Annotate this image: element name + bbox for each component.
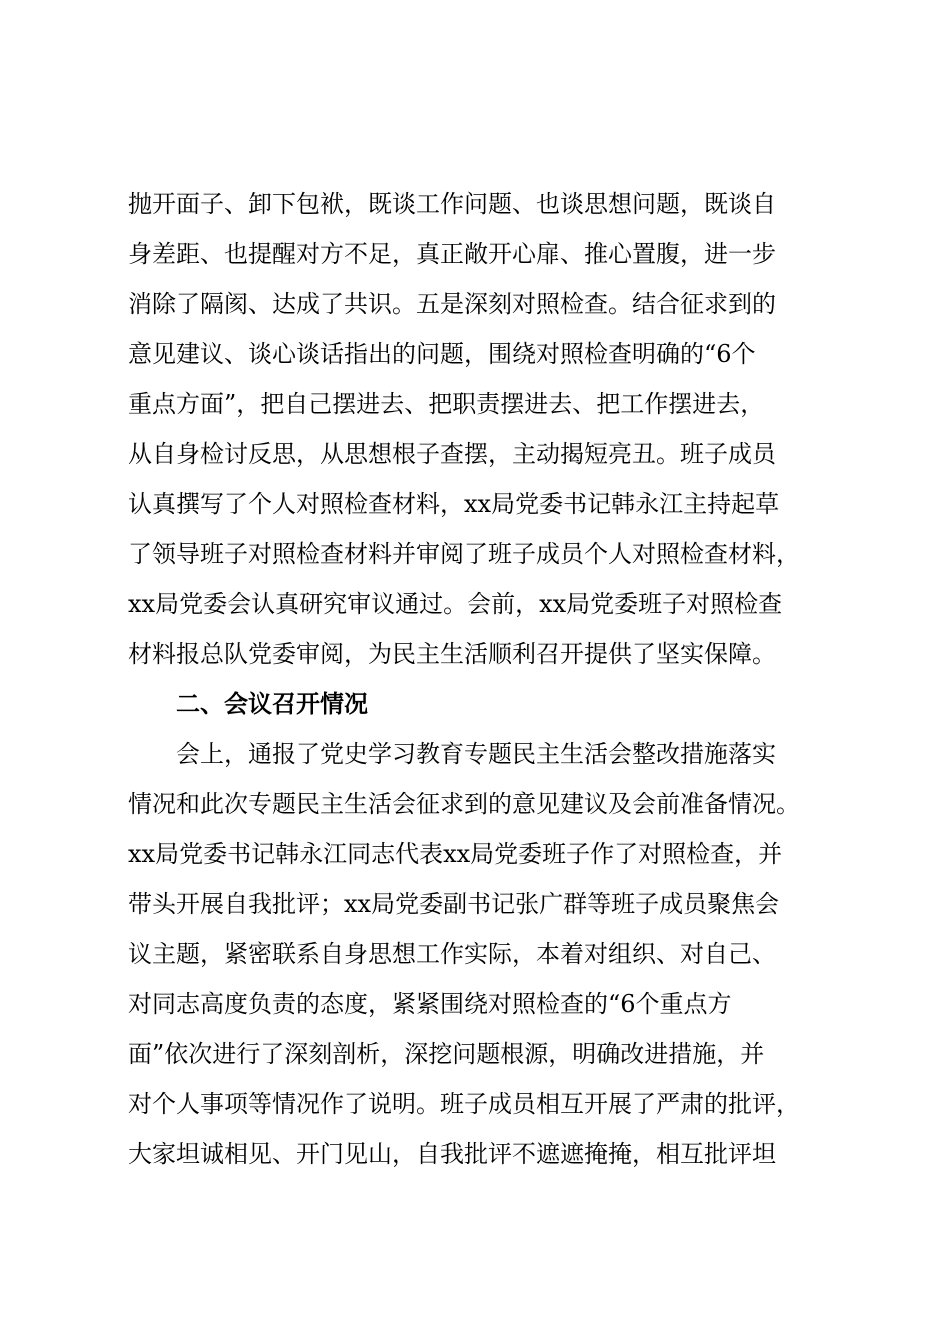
paragraph-line: 面”依次进行了深刻剖析，深挖问题根源，明确改进措施，并	[128, 1040, 765, 1068]
section-heading: 二、会议召开情况	[176, 690, 368, 718]
paragraph-line: xx局党委会认真研究审议通过。会前，xx局党委班子对照检查	[128, 590, 783, 618]
paragraph-line: 议主题，紧密联系自身思想工作实际，本着对组织、对自己、	[128, 940, 776, 968]
paragraph-line: 对个人事项等情况作了说明。班子成员相互开展了严肃的批评，	[128, 1090, 800, 1118]
paragraph-line: 大家坦诚相见、开门见山，自我批评不遮遮掩掩，相互批评坦	[128, 1140, 776, 1168]
paragraph-line: 情况和此次专题民主生活会征求到的意见建议及会前准备情况。	[128, 790, 800, 818]
paragraph-line: 认真撰写了个人对照检查材料，xx局党委书记韩永江主持起草	[128, 490, 780, 518]
paragraph-line: 从自身检讨反思，从思想根子查摆，主动揭短亮丑。班子成员	[128, 440, 776, 468]
paragraph-line: 意见建议、谈心谈话指出的问题，围绕对照检查明确的“6个	[128, 340, 756, 368]
paragraph-line: 身差距、也提醒对方不足，真正敞开心扉、推心置腹，进一步	[128, 240, 776, 268]
paragraph-line: xx局党委书记韩永江同志代表xx局党委班子作了对照检查，并	[128, 840, 783, 868]
paragraph-line: 重点方面”，把自己摆进去、把职责摆进去、把工作摆进去，	[128, 390, 765, 418]
paragraph-line: 了领导班子对照检查材料并审阅了班子成员个人对照检查材料，	[128, 540, 800, 568]
paragraph-line: 带头开展自我批评；xx局党委副书记张广群等班子成员聚焦会	[128, 890, 780, 918]
paragraph-line: 消除了隔阂、达成了共识。五是深刻对照检查。结合征求到的	[128, 290, 776, 318]
paragraph-line: 材料报总队党委审阅，为民主生活顺利召开提供了坚实保障。	[128, 640, 776, 668]
paragraph-line: 会上，通报了党史学习教育专题民主生活会整改措施落实	[176, 740, 776, 768]
paragraph-line: 抛开面子、卸下包袱，既谈工作问题、也谈思想问题，既谈自	[128, 190, 776, 218]
paragraph-line: 对同志高度负责的态度，紧紧围绕对照检查的“6个重点方	[128, 990, 732, 1018]
